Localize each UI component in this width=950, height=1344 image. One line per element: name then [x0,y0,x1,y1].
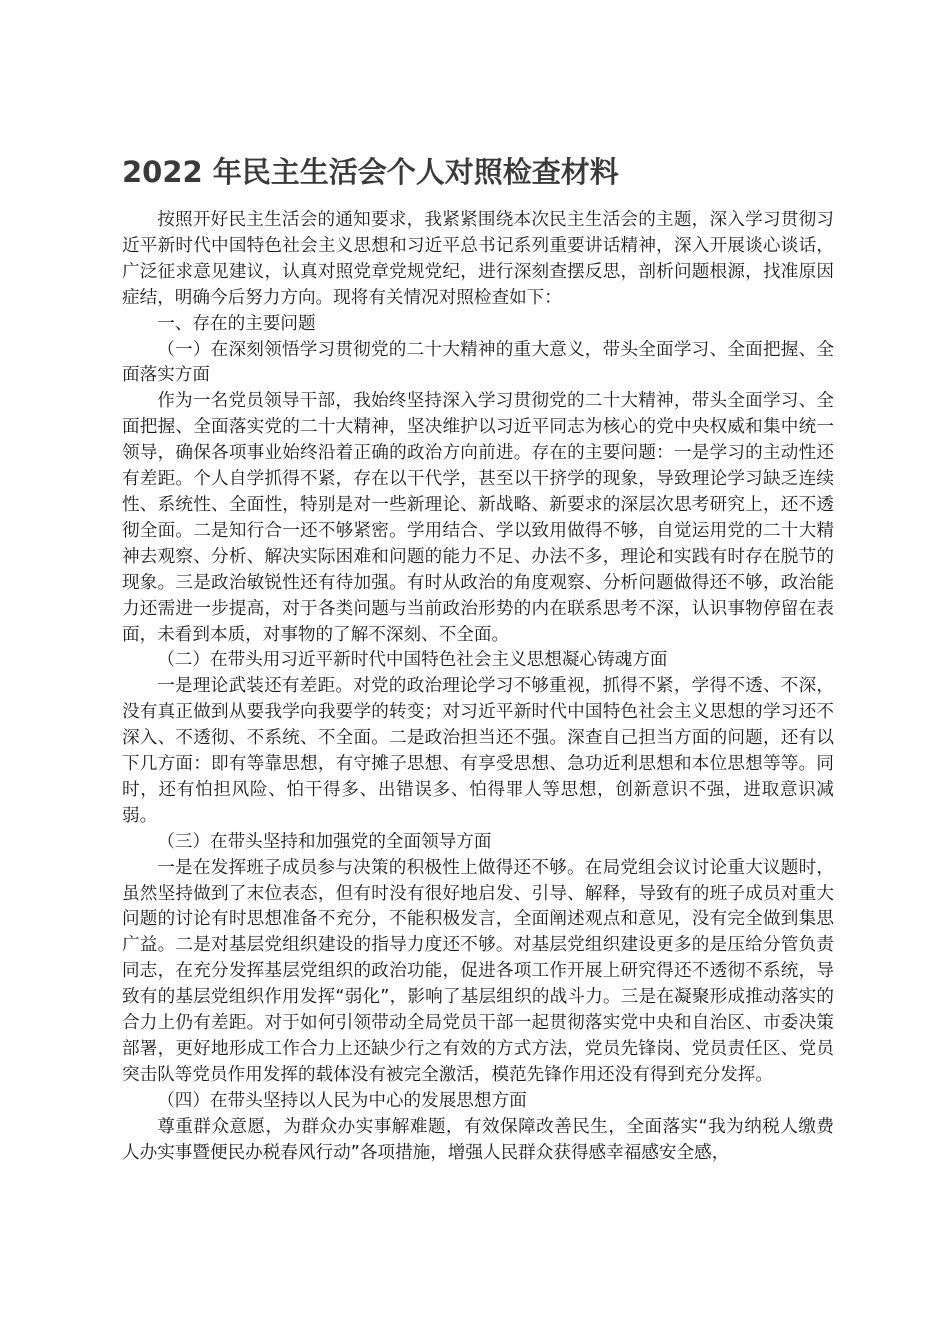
subsection-heading-3: （三）在带头坚持和加强党的全面领导方面 [157,831,492,852]
document-body [122,208,834,1167]
intro-paragraph: 按照开好民主生活会的通知要求，我紧紧围绕本次民主生活会的主题，深入学习贯彻习近平新时代中国特色社会主义思想和习近平总书记系列重要讲话精神，深入开展谈心谈话，广泛征求意见建议，认真对照党章党规党纪，进行深刻查摆反思，剖析问题根源，找准原因症结，明确今后努力方向。现将有关情况对照检查如下： [122,210,834,308]
body-paragraph-2: 一是理论武装还有差距。对党的政治理论学习不够重视，抓得不紧，学得不透、不深，没有真正做到从要我学向我要学的转变；对习近平新时代中国特色社会主义思想的学习还不深入、不透彻、不系统、不全面。二是政治担当还不强。深查自己担当方面的问题，还有以下几方面：即有等靠思想，有守摊子思想、有享受思想、急功近利思想和本位思想等等。同时，还有怕担风险、怕干得多、出错误多、怕得罪人等思想，创新意识不强，进取意识减弱。 [122,676,834,826]
subsection-heading-4: （四）在带头坚持以人民为中心的发展思想方面 [157,1090,527,1111]
document-title: 2022 年民主生活会个人对照检查材料 [122,155,619,189]
body-paragraph-4: 尊重群众意愿，为群众办实事解难题，有效保障改善民生，全面落实“我为纳税人缴费人办实事暨便民办税春风行动”各项措施，增强人民群众获得感幸福感安全感， [122,1116,834,1163]
subsection-heading-1: （一）在深刻领悟学习贯彻党的二十大精神的重大意义，带头全面学习、全面把握、全面落实方面 [122,339,834,386]
subsection-heading-2: （二）在带头用习近平新时代中国特色社会主义思想凝心铸魂方面 [157,650,668,671]
section-heading: 一、存在的主要问题 [157,313,316,334]
body-paragraph-3: 一是在发挥班子成员参与决策的积极性上做得还不够。在局党组会议讨论重大议题时，虽然坚持做到了末位表态，但有时没有很好地启发、引导、解释，导致有的班子成员对重大问题的讨论有时思想准备不充分，不能积极发言，全面阐述观点和意见，没有完全做到集思广益。二是对基层党组织建设的指导力度还不够。对基层党组织建设更多的是压给分管负责同志，在充分发挥基层党组织的政治功能，促进各项工作开展上研究得还不透彻不系统，导致有的基层党组织作用发挥“弱化”，影响了基层组织的战斗力。三是在凝聚形成推动落实的合力上仍有差距。对于如何引领带动全局党员干部一起贯彻落实党中央和自治区、市委决策部署，更好地形成工作合力上还缺少行之有效的方式方法，党员先锋岗、党员责任区、党员突击队等党员作用发挥的载体没有被完全激活，模范先锋作用还没有得到充分发挥。 [122,857,834,1085]
body-paragraph-1: 作为一名党员领导干部，我始终坚持深入学习贯彻党的二十大精神，带头全面学习、全面把握、全面落实党的二十大精神，坚决维护以习近平同志为核心的党中央权威和集中统一领导，确保各项事业始终沿着正确的政治方向前进。存在的主要问题：一是学习的主动性还有差距。个人自学抓得不紧，存在以干代学，甚至以干挤学的现象，导致理论学习缺乏连续性、系统性、全面性，特别是对一些新理论、新战略、新要求的深层次思考研究上，还不透彻全面。二是知行合一还不够紧密。学用结合、学以致用做得不够，自觉运用党的二十大精神去观察、分析、解决实际困难和问题的能力不足、办法不多，理论和实践有时存在脱节的现象。三是政治敏锐性还有待加强。有时从政治的角度观察、分析问题做得还不够，政治能力还需进一步提高，对于各类问题与当前政治形势的内在联系思考不深，认识事物停留在表面，未看到本质，对事物的了解不深刻、不全面。 [122,391,834,645]
